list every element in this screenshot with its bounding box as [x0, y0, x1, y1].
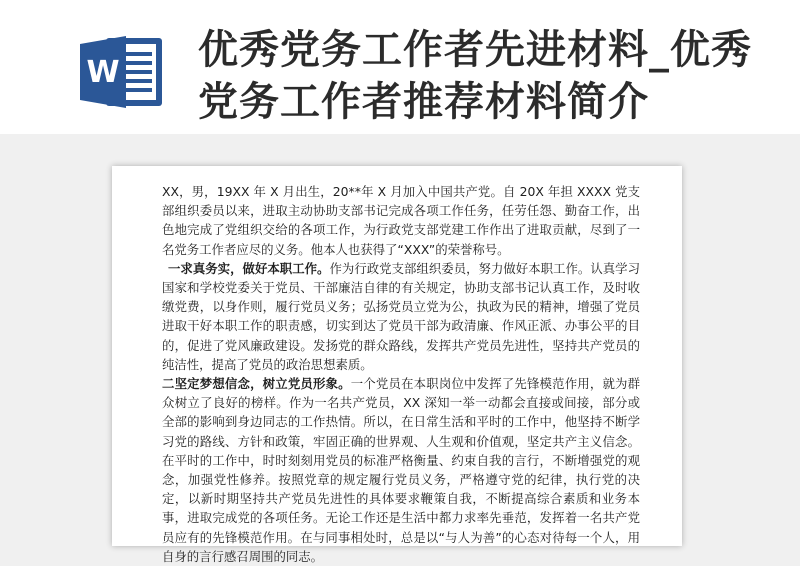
- header: [0, 0, 800, 134]
- paragraph-intro: XX，男，19XX 年 X 月出生，20**年 X 月加入中国共产党。自 20X 年担 XXXX 党支部组织委员以来，进取主动协助支部书记完成各项工作任务，任劳任怨、勤奋工作，出色地完成了党组织交给的各项工作，为行政党支部党建工作作出了进取贡献，尽到了一名党务工作者应尽的义务。他本人也获得了“XXX”的荣誉称号。: [162, 184, 640, 257]
- paragraph-work: [162, 259, 640, 374]
- document-body: [162, 182, 640, 566]
- paragraph-belief-body: 一个党员在本职岗位中发挥了先锋模范作用，就为群众树立了良好的榜样。作为一名共产党员，XX 深知一举一动都会直接或间接，部分或全部的影响到身边同志的工作热情。所以，在日常生活和平时的工作中，他坚持不断学习党的路线、方针和政策，牢固正确的世界观、人生观和价值观，坚定共产主义信念。在平时的工作中，时时刻刻用党员的标准严格衡量、约束自我的言行，不断增强党的观念，加强党性修养。按照党章的规定履行党员义务，严格遵守党的纪律，执行党的决定，以新时期坚持共产党员先进性的具体要求鞭策自我，不断提高综合素质和业务本事，进取完成党的各项任务。无论工作还是生活中都力求率先垂范，发挥着一名共产党员应有的先锋模范作用。在与同事相处时，总是以“与人为善”的心态对待每一个人，用自身的言行感召周围的同志。: [162, 376, 641, 564]
- paragraph-belief: [162, 374, 640, 566]
- page-title: 优秀党务工作者先进材料_优秀党务工作者推荐材料简介: [198, 27, 752, 125]
- section-heading-belief: 二坚定梦想信念，树立党员形象。: [162, 376, 351, 392]
- word-document-icon: [78, 34, 164, 110]
- document-page: [112, 166, 682, 564]
- paragraph-work-body: 作为行政党支部组织委员，努力做好本职工作。认真学习国家和学校党委关于党员、干部廉洁自律的有关规定，协助支部书记认真工作，及时收缴党费，以身作则，履行党员义务；弘扬党员立党为公，执政为民的精神，增强了党员进取干好本职工作的职责感，切实到达了党员干部为政清廉、作风正派、办事公平的目的，促进了党风廉政建设。发扬党的群众路线，发挥共产党员先进性，坚持共产党员的纯洁性，提高了党员的政治思想素质。: [162, 260, 640, 372]
- svg-text:W: W: [86, 55, 120, 90]
- section-heading-work: 一求真务实，做好本职工作。: [168, 260, 330, 276]
